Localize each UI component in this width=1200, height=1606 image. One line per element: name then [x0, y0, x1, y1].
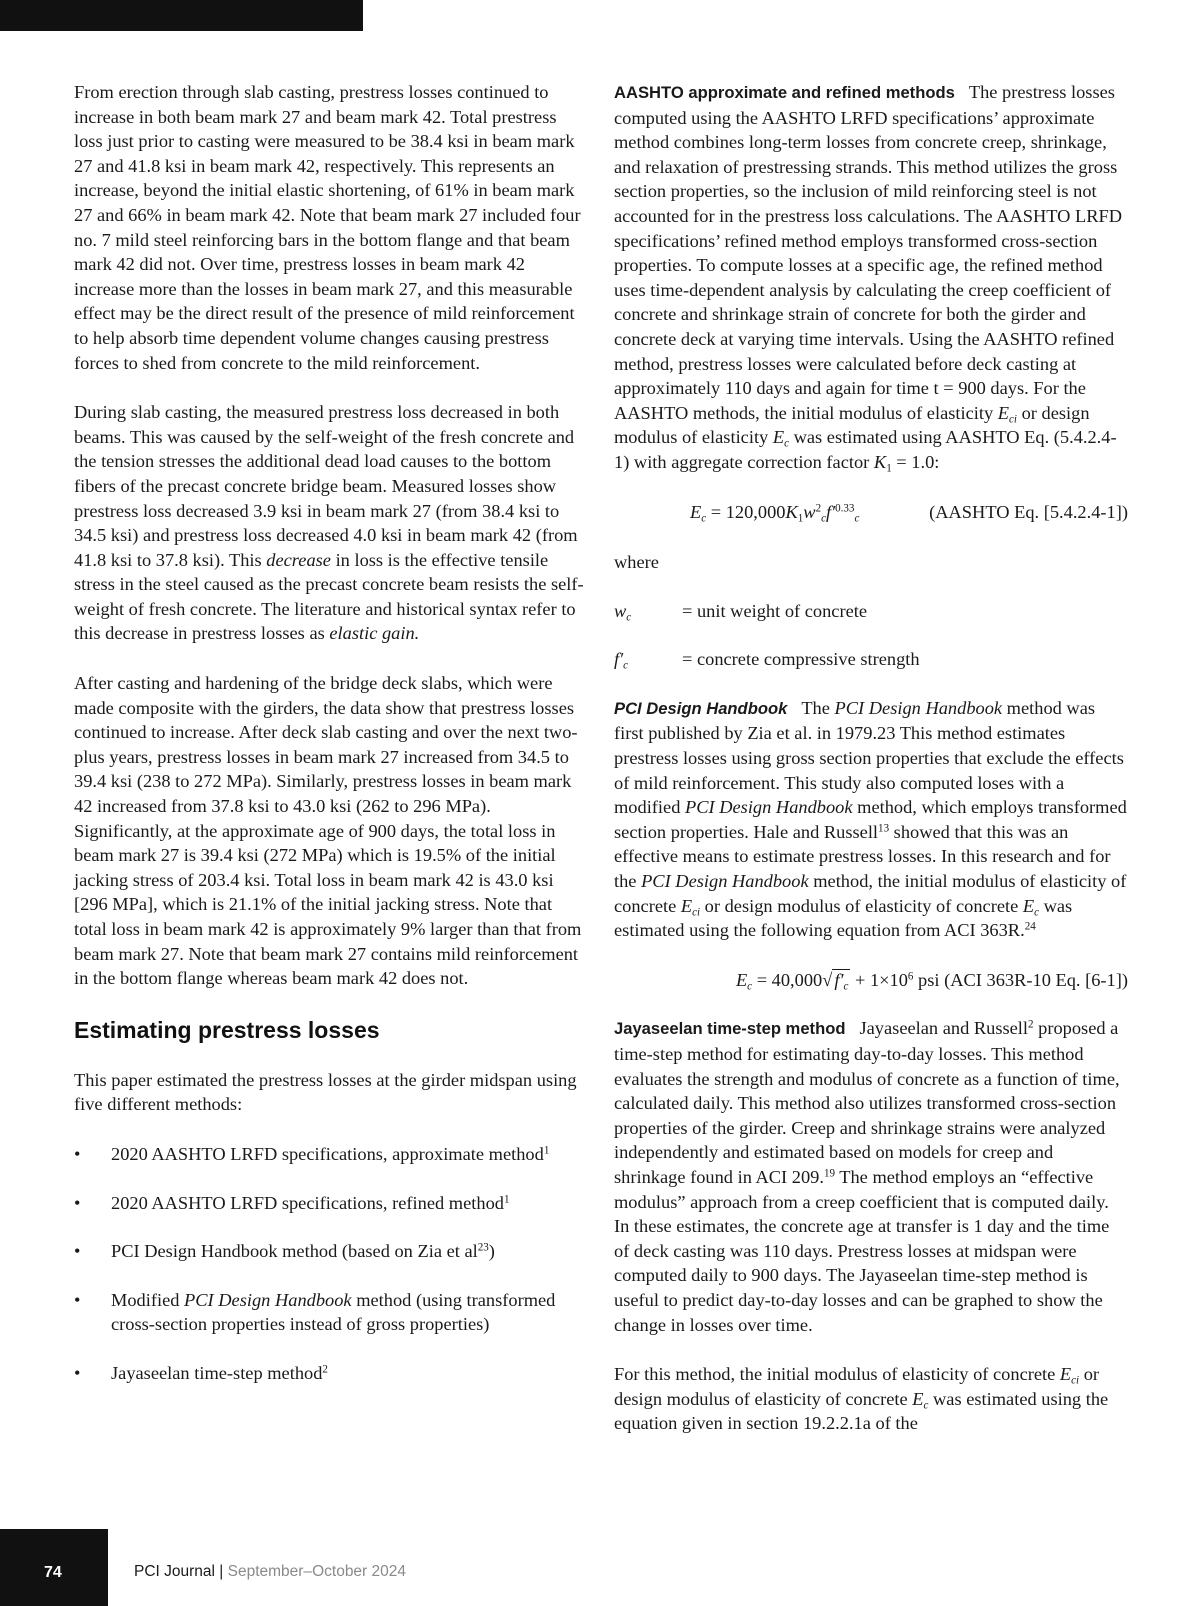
equation-label: (AASHTO Eq. [5.4.2.4-1]) [929, 501, 1128, 522]
paragraph-pci: PCI Design Handbook The PCI Design Handbook method was first published by Zia et al. in 1979.23 This method estimates prestress losses using gross section properties that exclude the effects of mild reinforcement. This study also computed loses with a modified PCI Design Handbook method, which employs transformed section properties. Hale and Russell$^{13}$ showed that this was an effective means to estimate prestress losses. In this research and for the PCI Design Handbook method, the initial modulus of elasticity of concrete $E_{ci}$ or design modulus of elasticity of concrete $E_c$ was estimated using the following equation from ACI 363R.$^{24}$ [614, 697, 1127, 941]
left-column [74, 80, 584, 1410]
paragraph-jayaseelan: Jayaseelan time-step method Jayaseelan and Russell$^2$ proposed a time-step method for estimating day-to-day losses. This method evaluates the strength and modulus of concrete as a function of time, calculated daily. This method also utilizes transformed cross-section properties of the girder. Creep and shrinkage strains were analyzed independently and estimated based on models for creep and shrinkage found in ACI 209.19 The method employs an “effective modulus” approach from a creep coefficient that is computed daily. In these estimates, the concrete age at transfer is 1 day and the time of deck casting was 110 days. Prestress losses at midspan were computed daily to 900 days. The Jayaseelan time-step method is useful to predict day-to-day losses and can be graphed to show the change in losses over time. [614, 1018, 1120, 1335]
subheading-aashto: AASHTO approximate and refined methods [614, 83, 955, 102]
paragraph-aashto: AASHTO approximate and refined methods The prestress losses computed using the AASHTO LRFD specifications’ approximate method combines long-term losses from concrete creep, shrinkage, and relaxation of prestressing strands. This method utilizes the gross section properties, so the inclusion of mild reinforcing steel is not accounted for in the prestress loss calculations. The AASHTO LRFD specifications’ refined method employs transformed cross-section properties. To compute losses at a specific age, the refined method uses time-dependent analysis by calculating the creep coefficient of concrete and shrinkage strain of concrete for both the girder and concrete deck at varying time intervals. Using the AASHTO refined method, prestress losses were calculated before deck casting at approximately 110 days and again for time t = 900 days. For the AASHTO methods, the initial modulus of elasticity $E_{ci}$ or design modulus of elasticity $E_c$ was estimated using AASHTO Eq. (5.4.2.4-1) with aggregate correction factor $K_1 = 1.0$: [614, 82, 1123, 475]
equation-aashto: $E_c = 120,000K_1w^2_cf'^{0.33}_c$ (AASHTO Eq. [5.4.2.4-1]) [690, 501, 1128, 524]
subheading-jayaseelan: Jayaseelan time-step method [614, 1019, 846, 1039]
paragraph-after-casting: After casting and hardening of the bridge deck slabs, which were made composite with the girders, the data show that prestress losses continued to increase. After deck slab casting and over the next two-plus years, prestress losses in beam mark 27 increased from 34.5 to 39.4 ksi (238 to 272 MPa). Similarly, prestress losses in beam mark 42 increased from 37.8 ksi to 43.0 ksi (262 to 296 MPa). Significantly, at the approximate age of 900 days, the total loss in beam mark 27 is 39.4 ksi (272 MPa) which is 19.5% of the initial jacking stress of 203.4 ksi. Total loss in beam mark 42 is 43.0 ksi [296 MPa], which is 21.1% of the initial jacking stress. Note that total loss in beam mark 42 is approximately 9% larger than that from beam mark 27. Note that beam mark 27 contains mild reinforcement in the bottom flange whereas beam mark 42 does not. [74, 673, 582, 989]
paragraph-jayaseelan-modulus: For this method, the initial modulus of elasticity of concrete $E_{ci}$ or design modulus of elasticity of concrete $E_c$ was estimated using the equation given in section 19.2.2.1a of the [614, 1364, 1109, 1434]
methods-list [74, 1142, 584, 1386]
right-column [614, 80, 1128, 1461]
equation-aci: $E_c = 40,000√$ $f'_c + 1\times 10^6$ psi (ACI 363R-10 Eq. [6-1]) [735, 969, 1128, 993]
equation-label: (ACI 363R-10 Eq. [6-1]) [944, 969, 1128, 990]
list-item: • PCI Design Handbook method (based on Zia et $al^{23}$) [74, 1239, 584, 1264]
paragraph-erection-to-casting: From erection through slab casting, prestress losses continued to increase in both beam mark 27 and beam mark 42. Total prestress loss just prior to casting were measured to be 38.4 ksi in beam mark 27 and 41.8 ksi in beam mark 42, respectively. This represents an increase, beyond the initial elastic shortening, of 61% in beam mark 27 and 66% in beam mark 42. Note that beam mark 27 included four no. 7 mild steel reinforcing bars in the bottom flange and that beam mark 42 did not. Over time, prestress losses in beam mark 42 increase more than the losses in beam mark 27, and this measurable effect may be the direct result of the presence of mild reinforcement to help absorb time dependent volume changes causing prestress forces to shed from concrete to the mild reinforcement. [74, 82, 581, 373]
issue-date: September–October 2024 [227, 1563, 407, 1580]
section-heading: Estimating prestress losses [74, 1016, 380, 1043]
top-black-bar [0, 0, 363, 31]
list-item: • 2020 AASHTO LRFD specifications, approximate method$^1$ [74, 1142, 584, 1167]
definition-unit-weight: $w_c$ = unit weight of concrete [614, 600, 868, 623]
paragraph-methods-intro: This paper estimated the prestress losses at the girder midspan using five different methods: [74, 1069, 577, 1115]
subheading-pci: PCI Design Handbook [614, 698, 788, 718]
paragraph-slab-casting: During slab casting, the measured prestress loss decreased in both beams. This was caused by the self-weight of the fresh concrete and the tension stresses the additional dead load causes to the bottom fibers of the precast concrete bridge beam. Measured losses show prestress loss decreased 3.9 ksi in beam mark 27 (from 38.4 ksi to 34.5 ksi) and prestress loss decreased 4.0 ksi in beam mark 42 (from 41.8 ksi to 37.8 ksi). This decrease in loss is the effective tensile stress in the steel caused as the precast concrete beam resists the self-weight of fresh concrete. The literature and historical syntax refer to this decrease in prestress losses as elastic gain. [74, 402, 584, 644]
list-item: • Jayaseelan time-step method$^2$ [74, 1361, 584, 1386]
list-item: • Modified PCI Design Handbook method (using transformed cross-section properties instead of gross properties) [74, 1288, 584, 1337]
where-label: where [614, 552, 659, 573]
list-item: • 2020 AASHTO LRFD specifications, refined method$^1$ [74, 1191, 584, 1216]
journal-name: PCI Journal [134, 1563, 215, 1580]
journal-footer: PCI Journal | September–October 2024 [134, 1563, 407, 1580]
page-number: 74 [44, 1564, 62, 1581]
definition-compressive-strength: $f'_c$ = concrete compressive strength [614, 649, 920, 672]
